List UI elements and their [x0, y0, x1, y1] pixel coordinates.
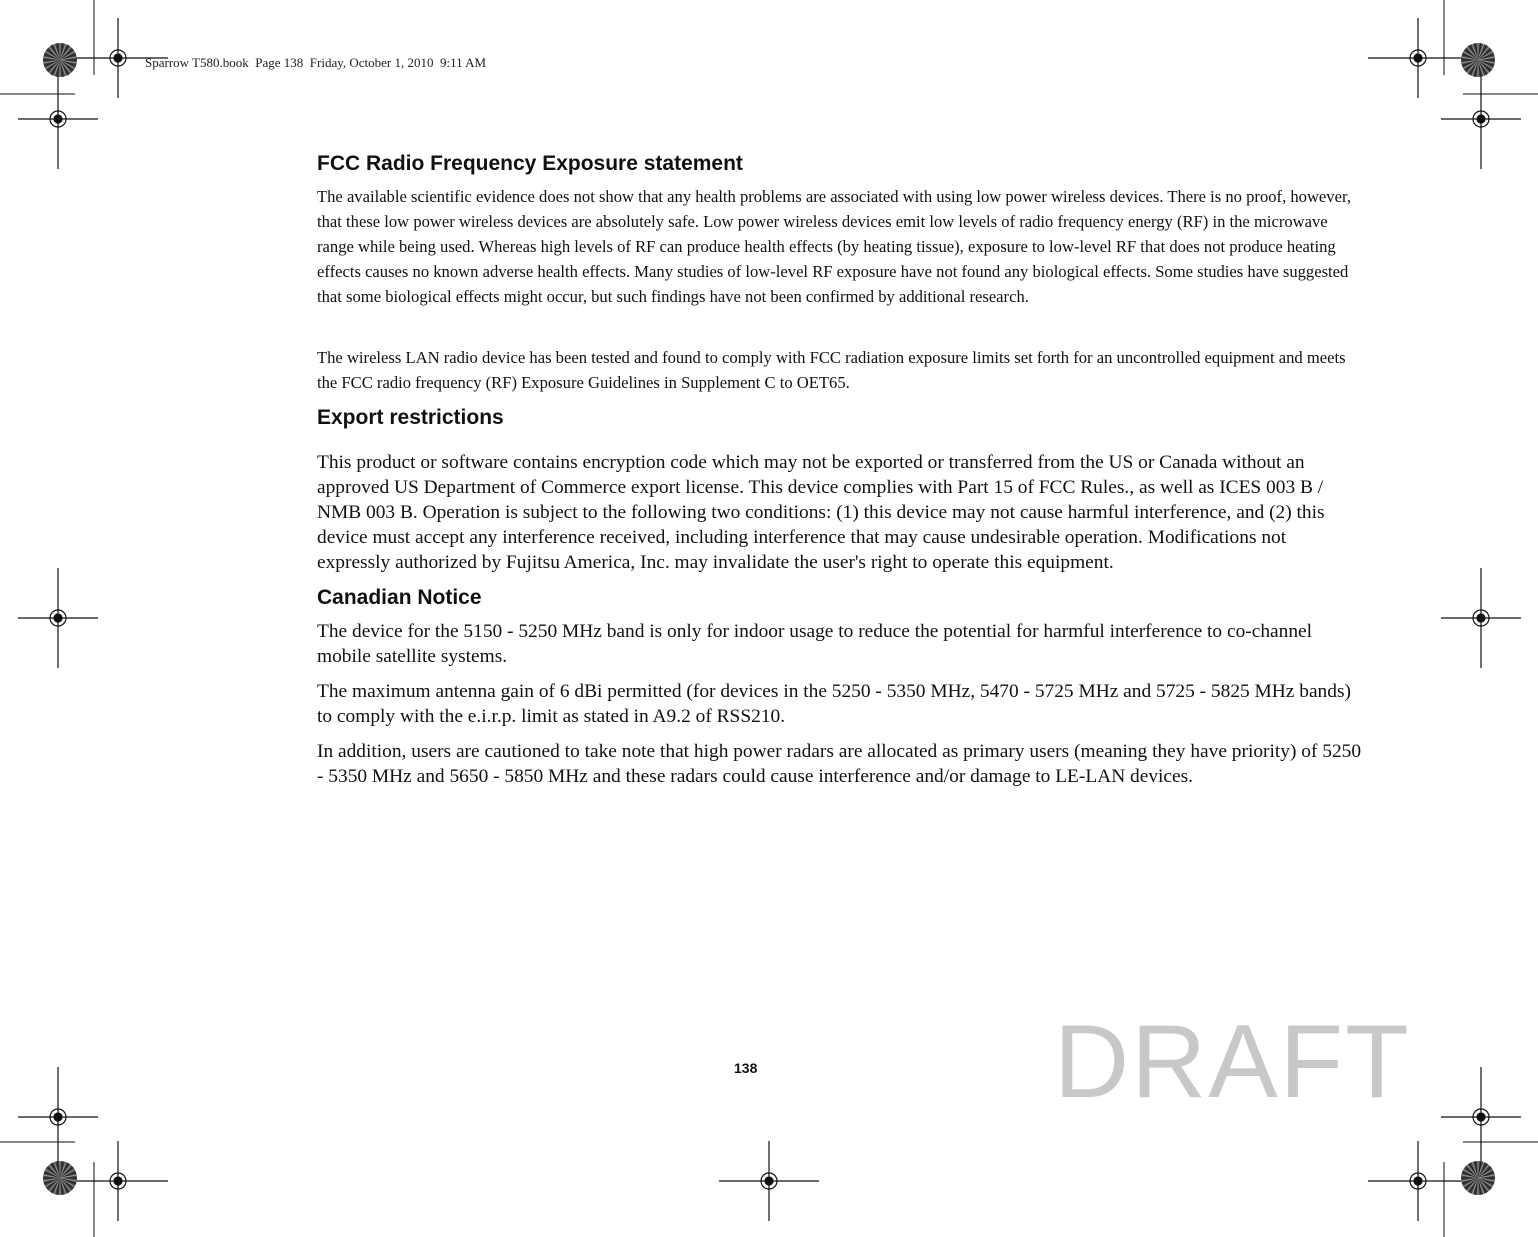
registration-starburst: [1461, 43, 1495, 77]
export-restrictions-heading: Export restrictions: [317, 406, 504, 429]
canadian-notice-heading: Canadian Notice: [317, 586, 482, 609]
registration-crosshair: [18, 568, 98, 668]
registration-crosshair: [18, 69, 98, 169]
export-paragraph: This product or software contains encryption code which may not be exported or transferred from the US or Canada without an approved US Department of Commerce export license. This device complies with Part 15 of FCC Rules., as well as ICES 003 B / NMB 003 B. Operation is subject to the following two conditions: (1) this device may not cause harmful interference, and (2) this device must accept any interference received, including interference that may cause undesirable operation. Modifications not expressly authorized by Fujitsu America, Inc. may invalidate the user's right to operate this equipment.: [317, 452, 1325, 573]
registration-crosshair: [18, 1067, 98, 1167]
canadian-paragraph-1: The device for the 5150 - 5250 MHz band is only for indoor usage to reduce the potential for harmful interference to co-channel mobile satellite systems.: [317, 621, 1313, 667]
book-file-info: Sparrow T580.book Page 138 Friday, October 1, 2010 9:11 AM: [145, 55, 487, 70]
canadian-paragraph-3: In addition, users are cautioned to take note that high power radars are allocated as primary users (meaning they have priority) of 5250 - 5350 MHz and 5650 - 5850 MHz and these radars could cause interference and/or damage to LE-LAN devices.: [317, 741, 1362, 787]
registration-starburst: [1461, 1161, 1495, 1195]
registration-crosshair: [1441, 568, 1521, 668]
registration-crosshair: [1368, 1141, 1468, 1221]
page-number: 138: [734, 1060, 758, 1076]
registration-crosshair: [1441, 1067, 1521, 1167]
fcc-paragraph-2: The wireless LAN radio device has been tested and found to comply with FCC radiation exposure limits set forth for an uncontrolled equipment and meets the FCC radio frequency (RF) Exposure Guidelines in Supplement C to OET65.: [317, 348, 1346, 392]
registration-starburst: [43, 43, 77, 77]
registration-crosshair: [719, 1141, 819, 1221]
fcc-paragraph-1: The available scientific evidence does not show that any health problems are associated with using low power wireless devices. There is no proof, however, that these low power wireless devices are absolutely safe. Low power wireless devices emit low levels of radio frequency energy (RF) in the microwave range while being used. Whereas high levels of RF can produce health effects (by heating tissue), exposure to low-level RF that does not produce heating effects causes no known adverse health effects. Many studies of low-level RF exposure have not found any biological effects. Some studies have suggested that some biological effects might occur, but such findings have not been confirmed by additional research.: [317, 187, 1351, 306]
registration-crosshair: [1368, 18, 1468, 98]
canadian-paragraph-2: The maximum antenna gain of 6 dBi permitted (for devices in the 5250 - 5350 MHz, 5470 - 5725 MHz and 5725 - 5825 MHz bands) to comply with the e.i.r.p. limit as stated in A9.2 of RSS210.: [317, 681, 1351, 727]
registration-crosshair: [68, 1141, 168, 1221]
registration-crosshair: [1441, 69, 1521, 169]
registration-starburst: [43, 1161, 77, 1195]
fcc-rf-exposure-heading: FCC Radio Frequency Exposure statement: [317, 152, 743, 175]
draft-watermark: DRAFT: [1054, 1004, 1411, 1120]
